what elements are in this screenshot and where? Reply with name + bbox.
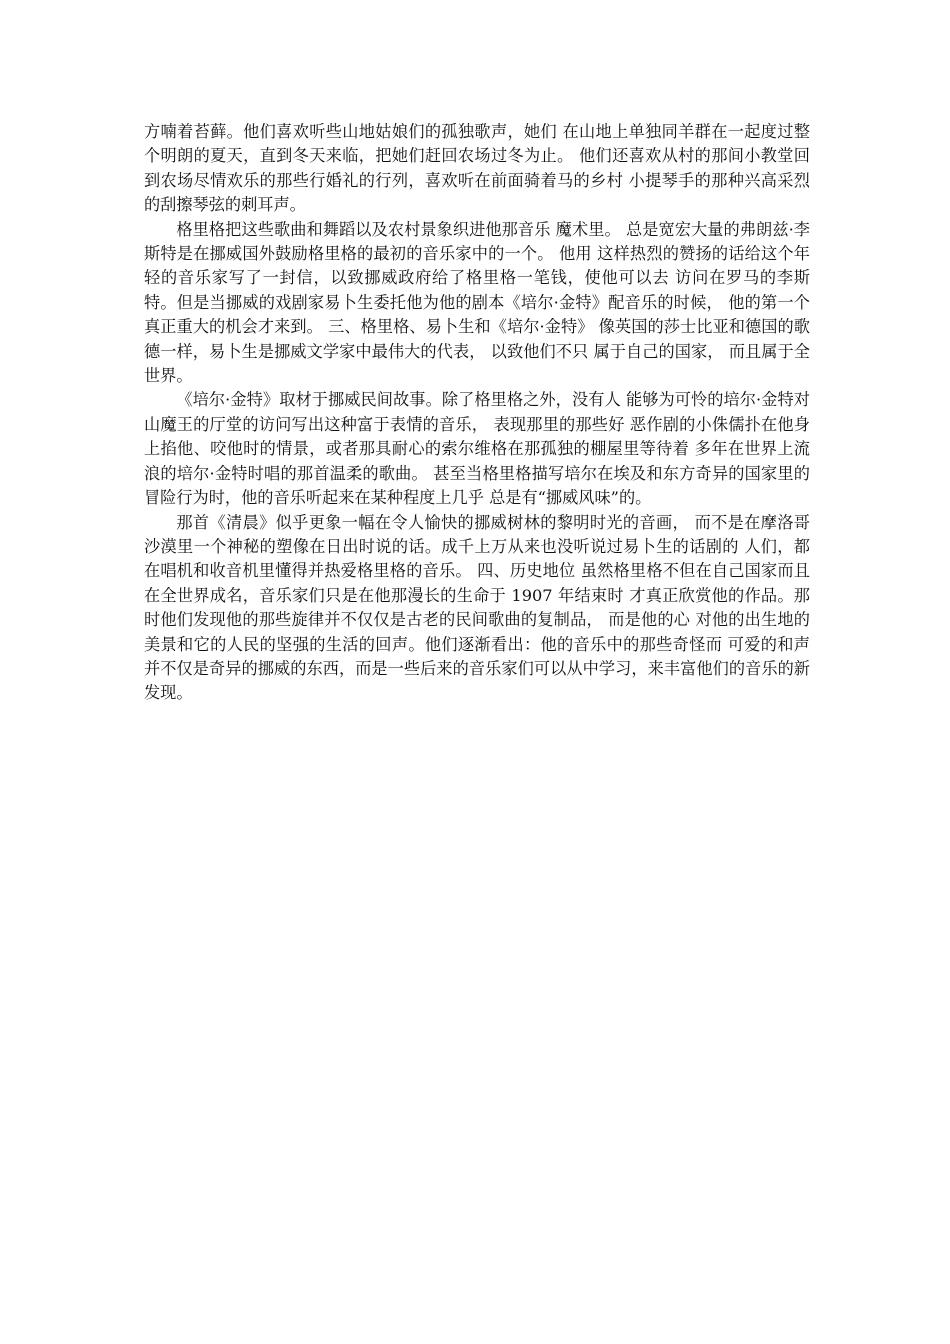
paragraph-4: 那首《清晨》似乎更象一幅在令人愉快的挪威树林的黎明时光的音画， 而不是在摩洛哥沙漠里一个神秘的塑像在日出时说的话。成千上万从来也没听说过易卜生的话剧的 人们，都在唱机和收音机里懂得并热爱格里格的音乐。 四、历史地位 虽然格里格不但在自己国家而且在全世界成名，音乐家们只是在他那漫长的生命于 1907 年结束时 才真正欣赏他的作品。那时他们发现他的那些旋律并不仅仅是古老的民间歌曲的复制品， 而是他的心 对他的出生地的美景和它的人民的坚强的生活的回声。他们逐渐看出：他的音乐中的那些奇怪而 可爱的和声并不仅是奇异的挪威的东西，而是一些后来的音乐家们可以从中学习，来丰富他们的音乐的新发现。: [144, 512, 810, 703]
body-text: [144, 120, 810, 706]
paragraph-2: 格里格把这些歌曲和舞蹈以及农村景象织进他那音乐 魔术里。 总是宽宏大量的弗朗兹·李斯特是在挪威国外鼓励格里格的最初的音乐家中的一个。 他用 这样热烈的赞扬的话给这个年轻的音乐家写了一封信，以致挪威政府给了格里格一笔钱，使他可以去 访问在罗马的李斯特。但是当挪威的戏剧家易卜生委托他为他的剧本《培尔·金特》配音乐的时候， 他的第一个真正重大的机会才来到。 三、格里格、易卜生和《培尔·金特》 像英国的莎士比亚和德国的歌德一样，易卜生是挪威文学家中最伟大的代表， 以致他们不只 属于自己的国家， 而且属于全世界。: [144, 219, 810, 386]
paragraph-1: 方喃着苔藓。他们喜欢听些山地姑娘们的孤独歌声，她们 在山地上单独同羊群在一起度过整个明朗的夏天，直到冬天来临，把她们赶回农场过冬为止。 他们还喜欢从村的那间小教堂回到农场尽情欢乐的那些行婚礼的行列，喜欢听在前面骑着马的乡村 小提琴手的那种兴高采烈的刮擦琴弦的刺耳声。: [144, 122, 810, 215]
paragraph-3: 《培尔·金特》取材于挪威民间故事。除了格里格之外，没有人 能够为可怜的培尔·金特对山魔王的厅堂的访问写出这种富于表情的音乐， 表现那里的那些好 恶作剧的小侏儒扑在他身上掐他、咬他时的情景，或者那具耐心的索尔维格在那孤独的棚屋里等待着 多年在世界上流浪的培尔·金特时唱的那首温柔的歌曲。 甚至当格里格描写培尔在埃及和东方奇异的国家里的冒险行为时，他的音乐听起来在某种程度上几乎 总是有“挪威风味”的。: [144, 390, 810, 508]
